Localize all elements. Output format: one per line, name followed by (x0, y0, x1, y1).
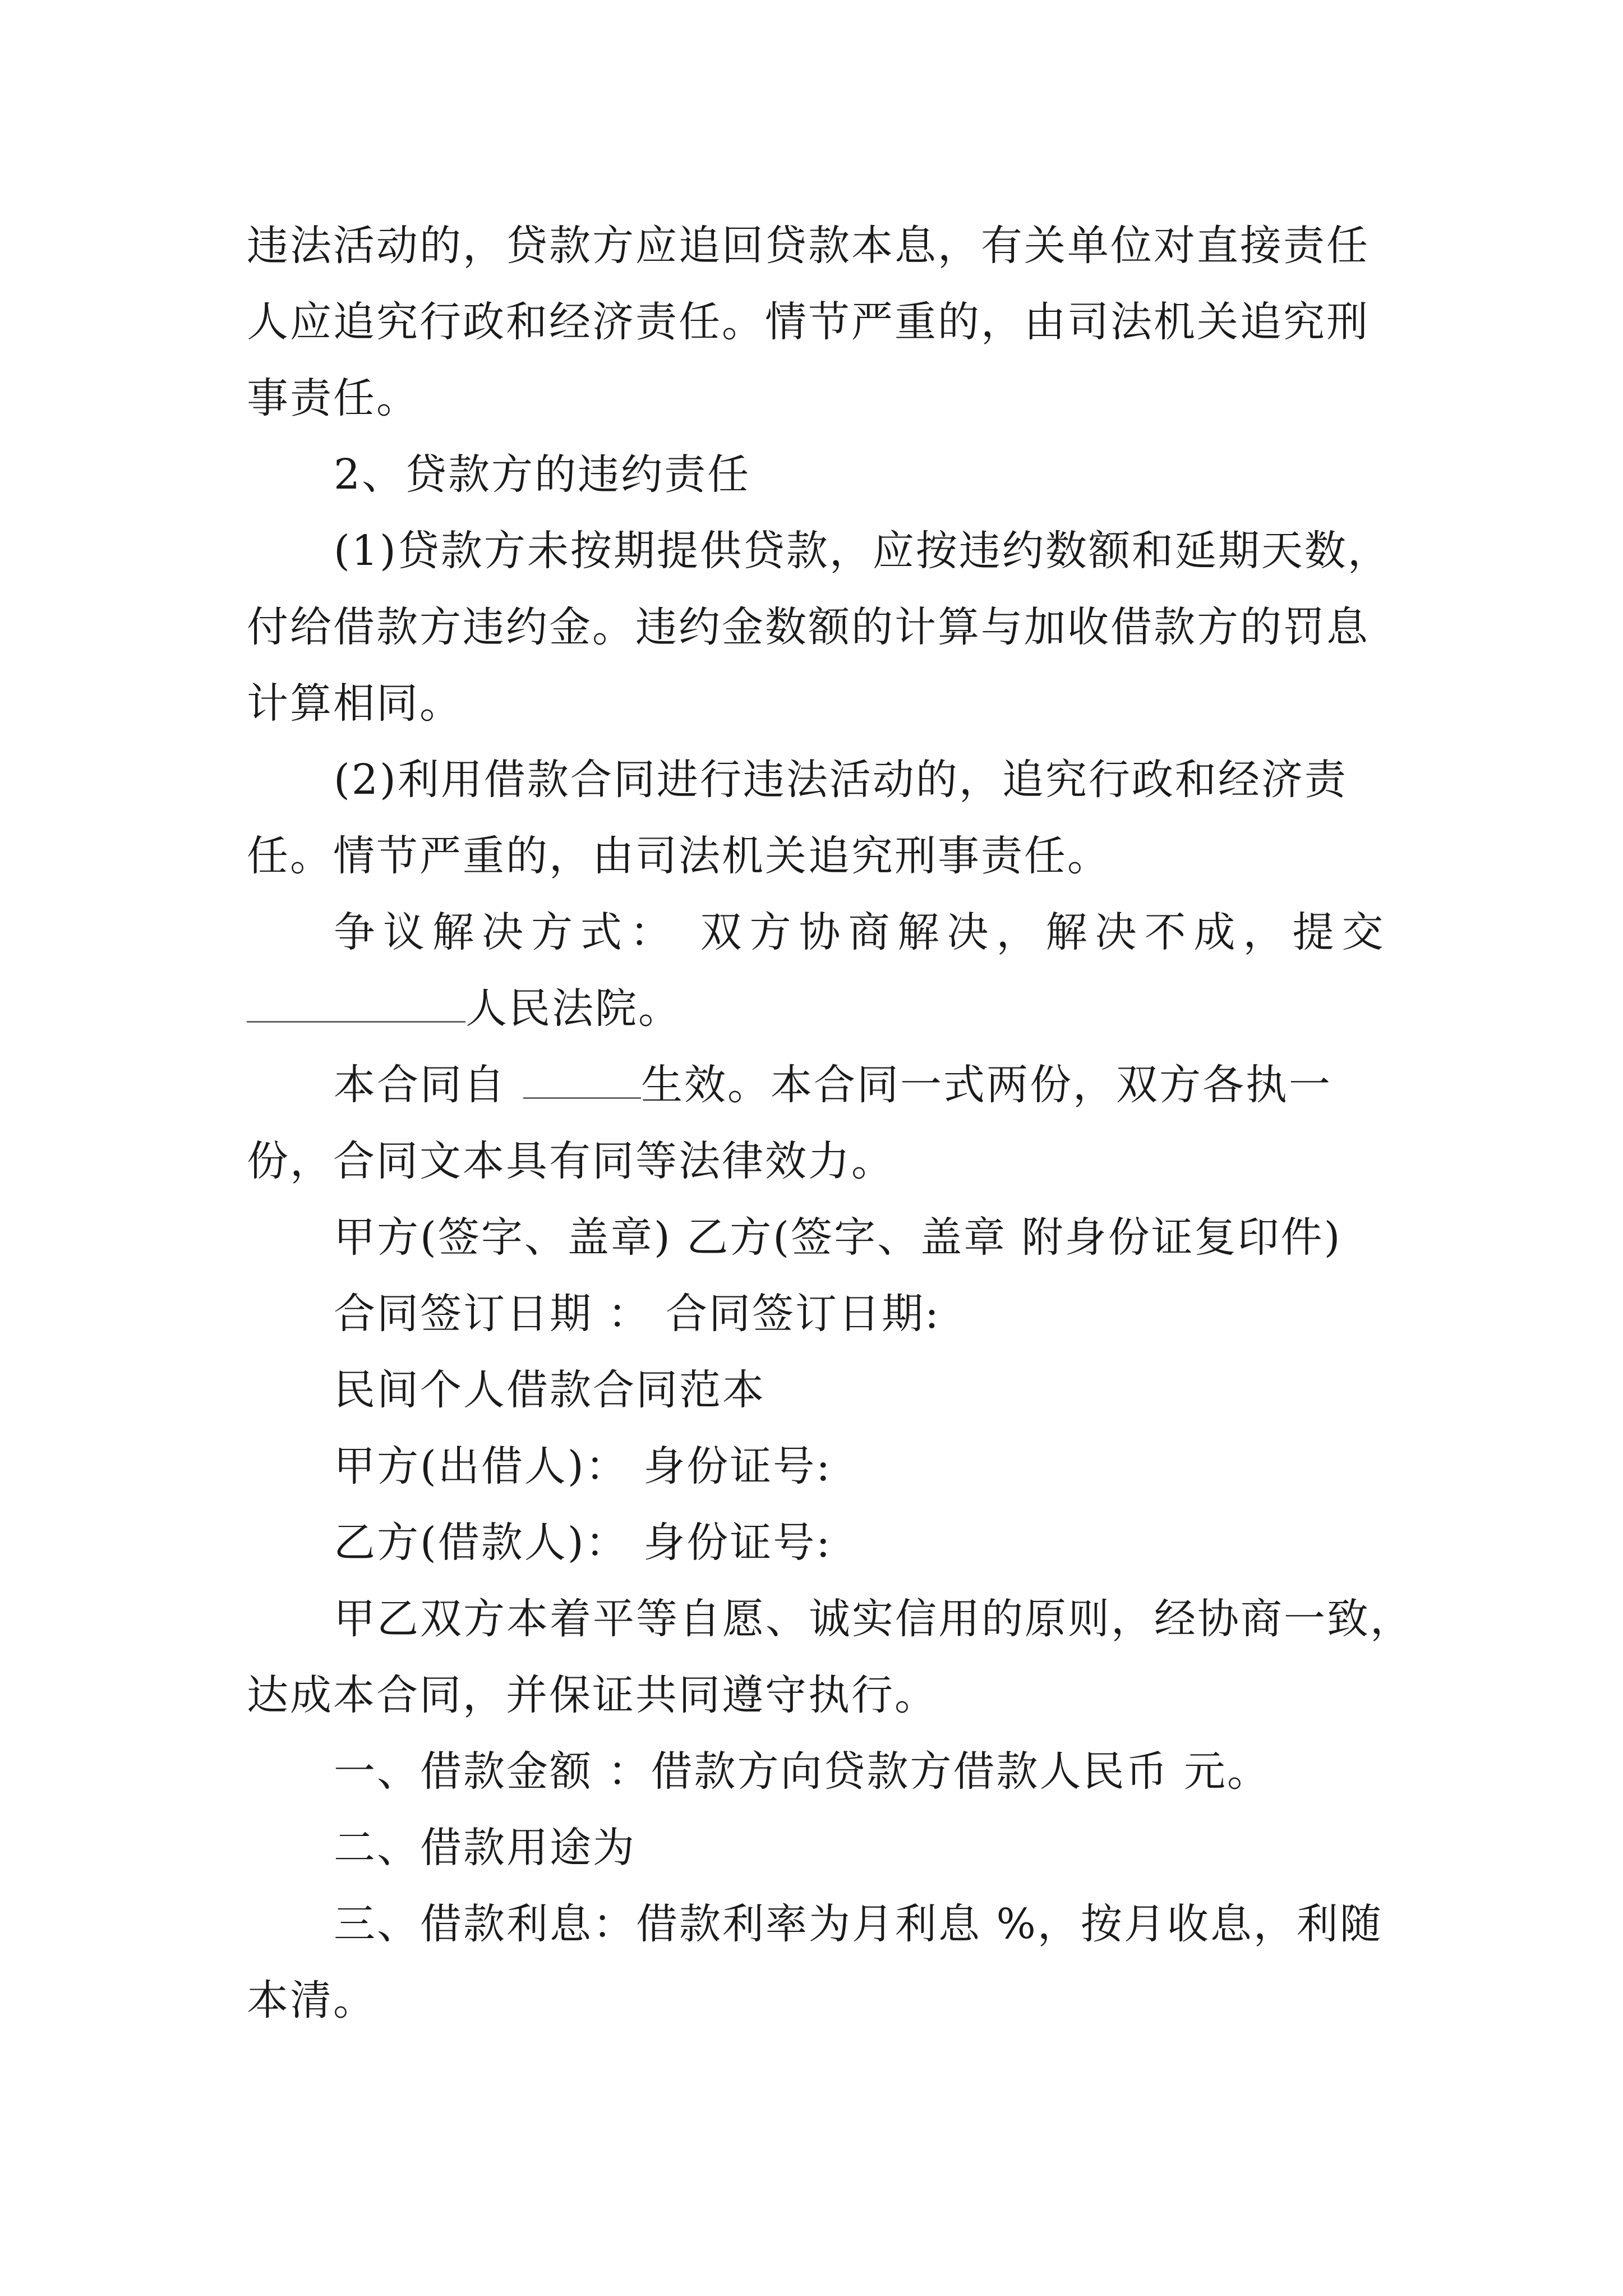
text-line: 违法活动的，贷款方应追回贷款本息，有关单位对直接责任 (247, 222, 1370, 270)
court-blank-field (247, 981, 465, 1023)
text-line: 人应追究行政和经济责任。情节严重的，由司法机关追究刑 (247, 298, 1370, 346)
effective-date-blank-field (523, 1057, 641, 1099)
text-line: 甲乙双方本着平等自愿、诚实信用的原则，经协商一致， (334, 1595, 1413, 1643)
text-line: (2)利用借款合同进行违法活动的，追究行政和经济责 (334, 756, 1348, 804)
text-line: 付给借款方违约金。违约金数额的计算与加收借款方的罚息 (247, 603, 1370, 651)
dispute-court-line (247, 970, 1391, 1047)
text-line: 本清。 (247, 1976, 376, 2024)
court-suffix: 人民法院。 (465, 984, 681, 1033)
document-body (247, 208, 1413, 2039)
section-heading: 2、贷款方的违约责任 (334, 450, 751, 499)
text-line: 计算相同。 (247, 679, 463, 728)
clause-amount: 一、借款金额 ：借款方向贷款方借款人民币 元。 (334, 1747, 1271, 1796)
text-line: 事责任。 (247, 374, 419, 422)
text-line: 份，合同文本具有同等法律效力。 (247, 1137, 895, 1185)
effect-suffix: 生效。本合同一式两份，双方各执一 (641, 1061, 1332, 1109)
sign-date-line: 合同签订日期 ： 合同签订日期: (334, 1290, 940, 1338)
effect-clause-line (247, 1047, 1391, 1123)
dispute-clause: 争议解决方式： 双方协商解决，解决不成，提交 (334, 908, 1391, 956)
signature-line: 甲方(签字、盖章) 乙方(签字、盖章 附身份证复印件) (334, 1213, 1342, 1262)
clause-purpose: 二、借款用途为 (334, 1824, 636, 1872)
party-a-line: 甲方(出借人)： 身份证号: (334, 1442, 832, 1490)
effect-prefix: 本合同自 (334, 1061, 506, 1109)
text-line: 达成本合同，并保证共同遵守执行。 (247, 1671, 938, 1719)
contract-sample-title: 民间个人借款合同范本 (334, 1366, 766, 1414)
text-line: 任。情节严重的，由司法机关追究刑事责任。 (247, 832, 1110, 880)
clause-interest: 三、借款利息：借款利率为月利息 %，按月收息，利随 (334, 1900, 1383, 1948)
party-b-line: 乙方(借款人)： 身份证号: (334, 1519, 832, 1567)
text-line: (1)贷款方未按期提供贷款，应按违约数额和延期天数， (334, 527, 1391, 575)
